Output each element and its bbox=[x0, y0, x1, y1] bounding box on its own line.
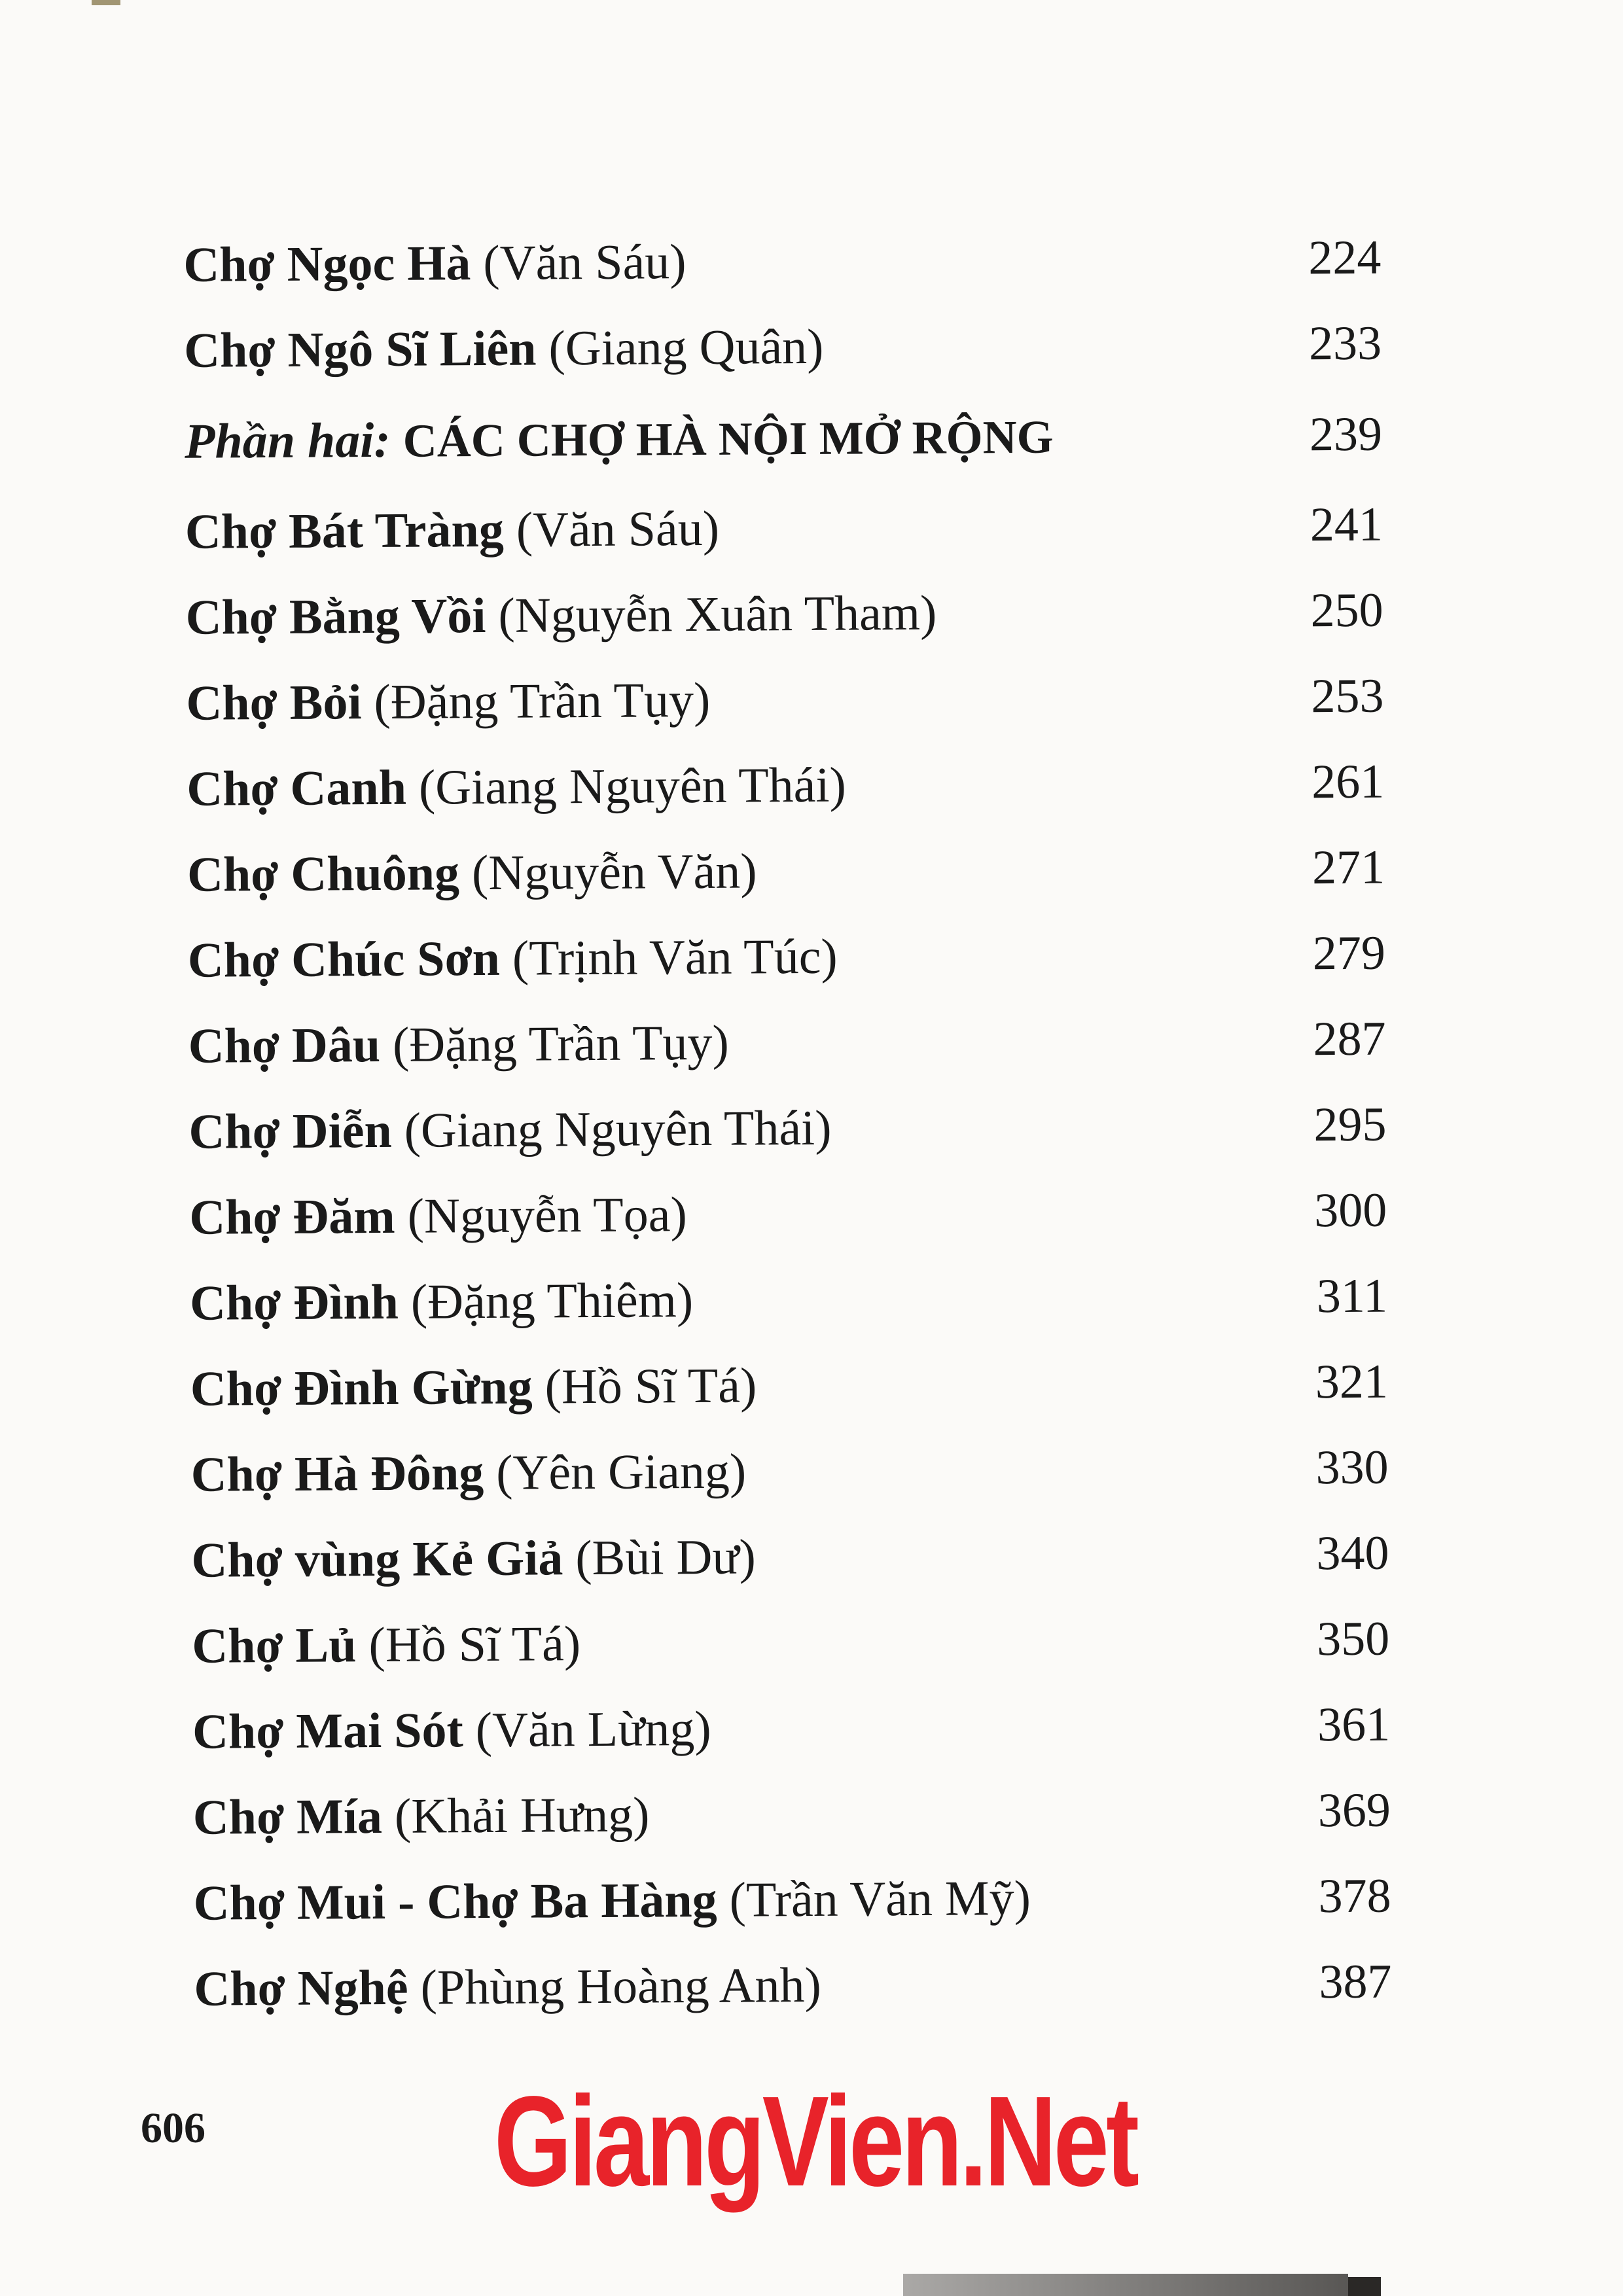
entry-author: (Hồ Sĩ Tá) bbox=[368, 1616, 581, 1673]
entry-page-number: 295 bbox=[1313, 1097, 1387, 1152]
toc-entry bbox=[168, 825, 1385, 918]
entry-author: (Bùi Dư) bbox=[575, 1529, 757, 1586]
toc-entry bbox=[174, 1939, 1392, 2032]
toc-entry bbox=[172, 1597, 1390, 1689]
toc-entry-text bbox=[190, 1343, 757, 1432]
entry-title: Chợ Ngô Sĩ Liên bbox=[183, 321, 537, 378]
entry-author: (Giang Nguyên Thái) bbox=[404, 1100, 832, 1158]
entry-author: (Nguyễn Văn) bbox=[471, 843, 757, 901]
entry-page-number: 330 bbox=[1315, 1440, 1389, 1495]
entry-page-number: 224 bbox=[1308, 230, 1382, 285]
toc-entry-text bbox=[185, 389, 1054, 490]
entry-page-number: 321 bbox=[1315, 1354, 1389, 1409]
toc-entry bbox=[168, 997, 1386, 1089]
entry-page-number: 241 bbox=[1310, 497, 1383, 552]
entry-author: (Hồ Sĩ Tá) bbox=[544, 1358, 757, 1415]
section-prefix: Phần hai: bbox=[184, 412, 391, 469]
toc-entry-text bbox=[190, 1429, 746, 1518]
entry-title: Chợ Dâu bbox=[188, 1017, 381, 1074]
toc-entry-text bbox=[192, 1773, 649, 1861]
toc-entry bbox=[164, 215, 1382, 308]
toc-entry-text bbox=[188, 1000, 729, 1089]
scan-bottom-shadow-edge bbox=[1348, 2277, 1381, 2296]
toc-entry bbox=[173, 1682, 1391, 1775]
entry-page-number: 300 bbox=[1314, 1183, 1387, 1238]
entry-page-number: 279 bbox=[1312, 926, 1386, 981]
toc-entry bbox=[164, 301, 1382, 394]
entry-author: (Văn Sáu) bbox=[483, 234, 687, 291]
scan-bottom-shadow bbox=[903, 2274, 1348, 2296]
entry-author: (Trần Văn Mỹ) bbox=[729, 1870, 1031, 1928]
entry-title: Chợ Lủ bbox=[192, 1617, 357, 1674]
entry-author: (Đặng Trần Tụy) bbox=[374, 672, 711, 730]
toc-entry-text bbox=[183, 219, 687, 308]
table-of-contents bbox=[164, 215, 1392, 2032]
toc-entry bbox=[171, 1511, 1389, 1604]
entry-page-number: 361 bbox=[1317, 1697, 1391, 1752]
entry-page-number: 369 bbox=[1317, 1783, 1391, 1838]
toc-entry-text bbox=[185, 486, 719, 575]
entry-page-number: 387 bbox=[1319, 1954, 1392, 2009]
entry-title: Chợ Bằng Vồi bbox=[185, 588, 486, 645]
toc-entry-text bbox=[187, 914, 838, 1004]
entry-title: Chợ Đình Gừng bbox=[190, 1359, 533, 1417]
entry-page-number: 239 bbox=[1309, 407, 1383, 462]
toc-entry-text bbox=[187, 828, 757, 917]
entry-title: Chợ Mai Sót bbox=[192, 1703, 464, 1759]
toc-entry bbox=[170, 1254, 1388, 1347]
toc-section-heading bbox=[165, 387, 1383, 489]
entry-author: (Nguyễn Xuân Tham) bbox=[498, 585, 937, 643]
watermark-logo: GiangVien.Net bbox=[494, 2070, 1137, 2213]
toc-entry-text bbox=[184, 304, 824, 394]
entry-title: Chợ Chúc Sơn bbox=[187, 930, 501, 988]
toc-entry bbox=[168, 911, 1385, 1004]
entry-title: Chợ Đăm bbox=[189, 1188, 395, 1245]
toc-entry bbox=[173, 1768, 1391, 1861]
entry-page-number: 287 bbox=[1313, 1012, 1386, 1067]
entry-title: Chợ vùng Kẻ Giả bbox=[191, 1530, 563, 1588]
toc-entry bbox=[171, 1425, 1389, 1518]
toc-entry-text bbox=[193, 1856, 1031, 1947]
entry-author: (Khải Hưng) bbox=[394, 1787, 650, 1844]
toc-entry-text bbox=[186, 658, 711, 747]
entry-title: Chợ Bỏi bbox=[186, 675, 362, 731]
page-number-folio: 606 bbox=[141, 2104, 205, 2152]
entry-title: Chợ Đình bbox=[189, 1274, 399, 1331]
toc-entry bbox=[169, 1082, 1387, 1175]
toc-entry-text bbox=[185, 571, 936, 661]
toc-entry-text bbox=[189, 1172, 687, 1261]
entry-page-number: 311 bbox=[1316, 1269, 1388, 1324]
toc-entry bbox=[173, 1854, 1391, 1947]
entry-page-number: 250 bbox=[1310, 583, 1383, 638]
entry-author: (Đặng Thiêm) bbox=[410, 1273, 694, 1330]
toc-entry-text bbox=[194, 1943, 821, 2032]
entry-title: Chợ Hà Đông bbox=[190, 1445, 484, 1502]
toc-entry bbox=[169, 1168, 1387, 1261]
toc-entry-text bbox=[188, 1086, 832, 1175]
entry-title: Chợ Chuông bbox=[187, 845, 460, 902]
entry-author: (Nguyễn Tọa) bbox=[407, 1187, 688, 1244]
entry-title: Chợ Mui - Chợ Ba Hàng bbox=[193, 1872, 717, 1931]
entry-author: (Giang Nguyên Thái) bbox=[418, 757, 847, 815]
entry-title: Chợ Mía bbox=[192, 1789, 383, 1845]
entry-page-number: 233 bbox=[1308, 316, 1382, 371]
entry-page-number: 261 bbox=[1311, 754, 1385, 809]
entry-title: Chợ Ngọc Hà bbox=[183, 236, 471, 292]
entry-title: Chợ Canh bbox=[187, 760, 407, 817]
toc-entry bbox=[166, 568, 1383, 661]
entry-title: Chợ Nghệ bbox=[194, 1960, 408, 2017]
entry-page-number: 271 bbox=[1311, 840, 1385, 895]
toc-entry-text bbox=[190, 1258, 694, 1347]
entry-author: (Trịnh Văn Túc) bbox=[512, 928, 838, 986]
entry-page-number: 378 bbox=[1318, 1869, 1391, 1924]
scan-edge-mark bbox=[92, 0, 120, 5]
entry-author: (Phùng Hoàng Anh) bbox=[420, 1957, 822, 2015]
entry-title: Chợ Diễn bbox=[188, 1103, 392, 1159]
toc-entry bbox=[167, 739, 1385, 832]
toc-entry-text bbox=[192, 1686, 711, 1775]
entry-author: (Yên Giang) bbox=[495, 1443, 747, 1500]
entry-page-number: 350 bbox=[1317, 1612, 1390, 1667]
section-title: CÁC CHỢ HÀ NỘI MỞ RỘNG bbox=[402, 410, 1054, 467]
toc-entry bbox=[170, 1339, 1388, 1432]
entry-page-number: 340 bbox=[1316, 1526, 1389, 1581]
toc-entry bbox=[166, 654, 1384, 747]
toc-entry-text bbox=[191, 1515, 756, 1604]
entry-title: Chợ Bát Tràng bbox=[185, 502, 505, 559]
entry-author: (Văn Sáu) bbox=[516, 501, 720, 557]
toc-entry-text bbox=[192, 1601, 581, 1689]
entry-author: (Văn Lừng) bbox=[475, 1701, 711, 1758]
entry-author: (Đặng Trần Tụy) bbox=[392, 1015, 730, 1072]
entry-author: (Giang Quân) bbox=[548, 319, 824, 376]
entry-page-number: 253 bbox=[1311, 669, 1384, 724]
toc-entry-text bbox=[187, 743, 846, 832]
toc-entry bbox=[165, 482, 1383, 575]
